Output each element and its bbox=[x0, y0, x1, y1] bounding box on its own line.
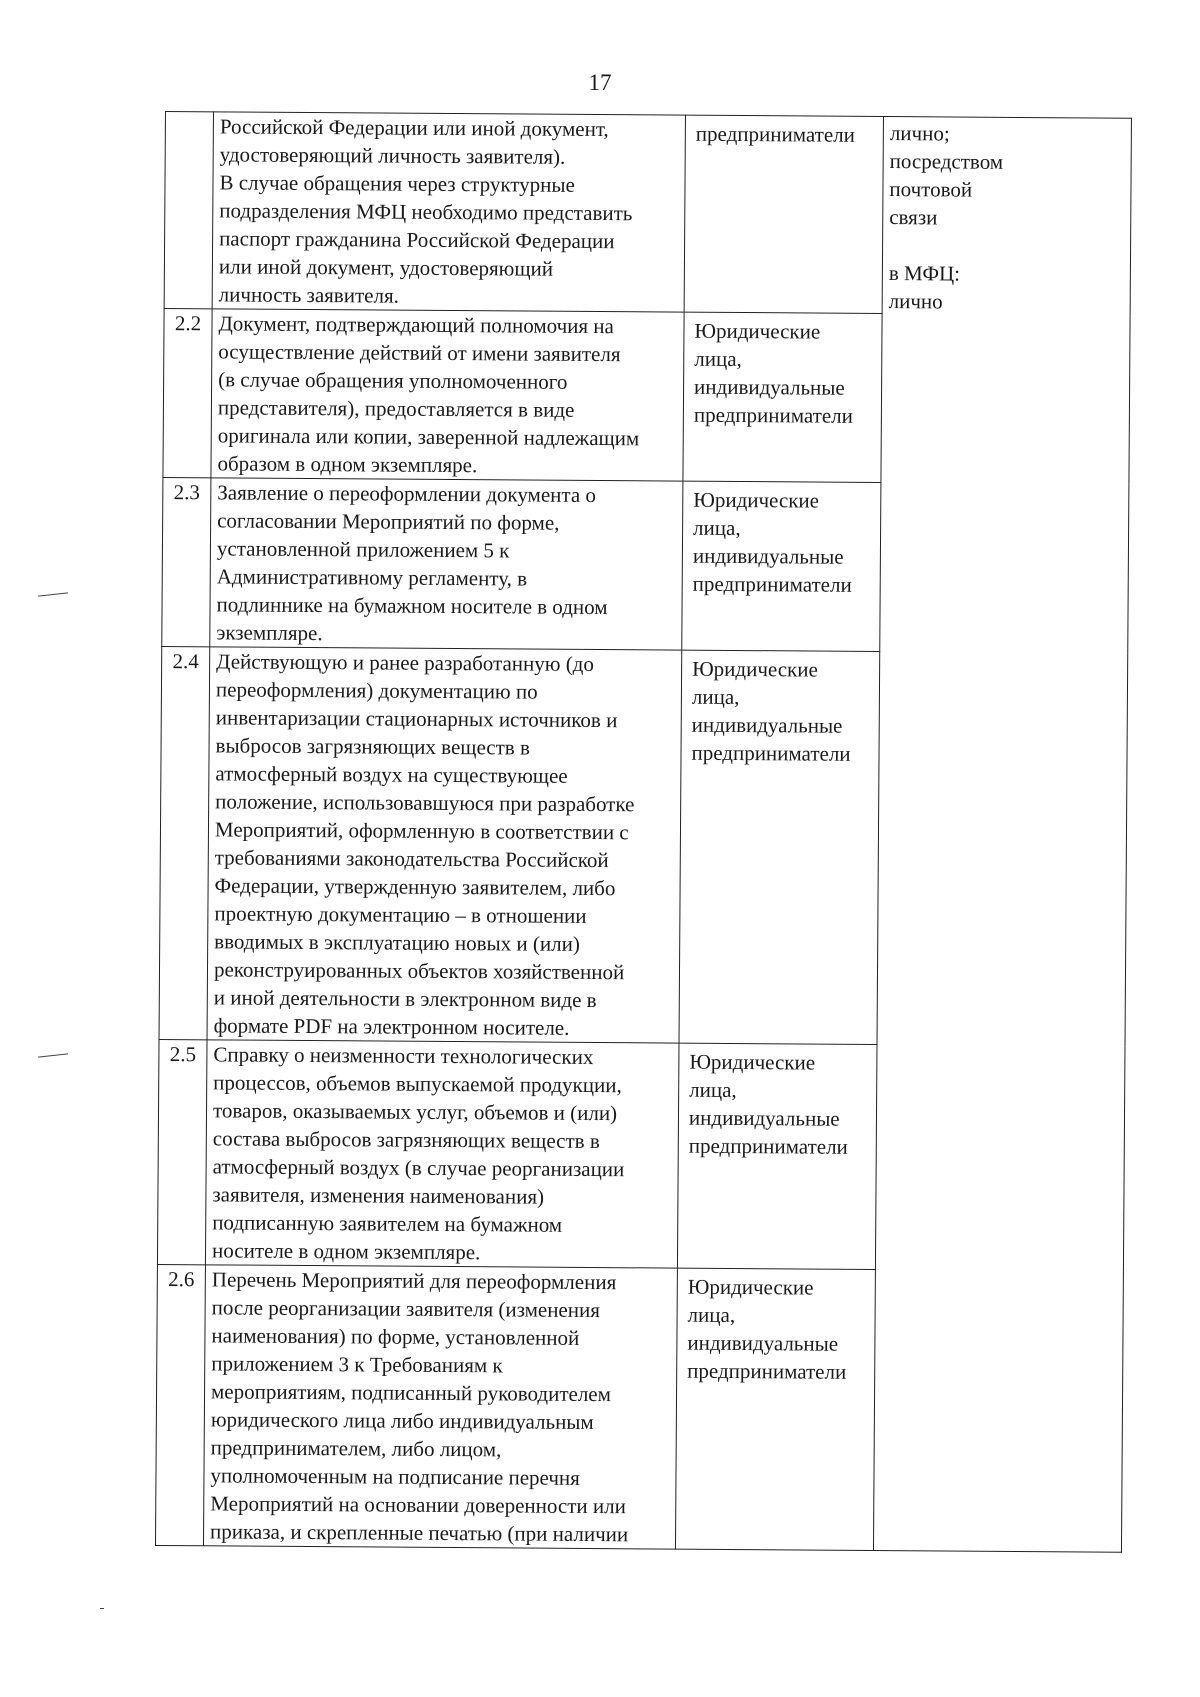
text-line: удостоверяющий личность заявителя). bbox=[219, 142, 566, 169]
text-line: выбросов загрязняющих веществ в bbox=[215, 733, 531, 760]
text-line: состава выбросов загрязняющих веществ в bbox=[212, 1126, 600, 1154]
applicant-category bbox=[677, 1043, 877, 1269]
row-number: 2.3 bbox=[162, 477, 211, 646]
margin-mark bbox=[100, 1608, 104, 1609]
text-line: в МФЦ: bbox=[888, 261, 961, 286]
text-line: осуществление действий от имени заявителя bbox=[218, 339, 621, 367]
text-line: Юридические bbox=[694, 318, 821, 344]
text-line: личность заявителя. bbox=[218, 282, 399, 308]
text-line: индивидуальные bbox=[688, 1105, 840, 1131]
row-number: 2.4 bbox=[159, 646, 210, 1039]
text-line: атмосферный воздух на существующее bbox=[215, 761, 568, 788]
text-line: паспорт гражданина Российской Федерации bbox=[219, 226, 615, 254]
document-description bbox=[210, 478, 683, 650]
text-line: Справку о неизменности технологических bbox=[213, 1042, 594, 1070]
text-line: В случае обращения через структурные bbox=[219, 170, 575, 197]
text-line: установленной приложением 5 к bbox=[216, 536, 510, 563]
requirements-table bbox=[155, 111, 1132, 1553]
text-line: реконструированных объектов хозяйственной bbox=[213, 957, 625, 985]
text-line: образом в одном экземпляре. bbox=[217, 451, 478, 478]
text-line: лично; bbox=[889, 121, 950, 146]
applicant-category bbox=[682, 481, 881, 651]
text-line: посредством bbox=[889, 149, 1004, 174]
document-description bbox=[211, 309, 684, 481]
text-line: Заявление о переоформлении документа о bbox=[217, 480, 597, 508]
text-line: и иной деятельности в электронном виде в bbox=[213, 985, 597, 1013]
text-line: подписанную заявителем на бумажном bbox=[212, 1210, 563, 1237]
text-line: уполномоченным на подписание перечня bbox=[210, 1463, 580, 1490]
margin-mark bbox=[38, 592, 68, 596]
document-description bbox=[203, 1265, 677, 1549]
document-description bbox=[205, 1040, 679, 1268]
text-line: Действующую и ранее разработанную (до bbox=[216, 649, 594, 677]
text-line: индивидуальные bbox=[694, 374, 845, 400]
margin-mark bbox=[38, 1053, 68, 1057]
text-line: лица, bbox=[691, 684, 740, 710]
text-line: лица, bbox=[693, 515, 741, 541]
text-line: переоформления) документацию по bbox=[215, 677, 538, 704]
text-line: после реорганизации заявителя (изменения bbox=[211, 1295, 601, 1323]
text-line: лица, bbox=[694, 346, 742, 372]
applicant-category bbox=[683, 312, 882, 482]
text-line: Перечень Мероприятий для переоформления bbox=[211, 1267, 617, 1295]
text-line: Документ, подтверждающий полномочия на bbox=[218, 311, 614, 339]
text-line: лица, bbox=[689, 1077, 737, 1103]
text-line: носителе в одном экземпляре. bbox=[211, 1238, 481, 1265]
document-description bbox=[207, 647, 682, 1043]
text-line: индивидуальные bbox=[687, 1330, 839, 1356]
text-line: Юридические bbox=[687, 1274, 814, 1300]
text-line: юридического лица либо индивидуальным bbox=[210, 1407, 594, 1435]
applicant-category bbox=[684, 115, 883, 313]
row-number: 2.6 bbox=[155, 1264, 205, 1545]
text-line: связи bbox=[889, 205, 938, 230]
text-line: согласовании Мероприятий по форме, bbox=[217, 508, 560, 535]
text-line: наименования) по форме, установленной bbox=[211, 1323, 580, 1350]
text-line: предприниматели bbox=[687, 1358, 847, 1384]
text-line: товаров, оказываемых услуг, объемов и (или) bbox=[212, 1098, 618, 1126]
text-line: или иной документ, удостоверяющий bbox=[218, 254, 554, 281]
document-description bbox=[212, 112, 685, 312]
text-line: предприниматели bbox=[693, 402, 854, 428]
applicant-category bbox=[679, 650, 880, 1044]
text-line: инвентаризации стационарных источников и bbox=[215, 705, 618, 733]
submission-method bbox=[873, 117, 1131, 1553]
text-line: проектную документацию – в отношении bbox=[214, 901, 587, 928]
text-line: приказа, и скрепленные печатью (при наличии bbox=[210, 1519, 629, 1547]
text-line: предприниматели bbox=[688, 1133, 848, 1159]
text-line: Федерации, утвержденную заявителем, либо bbox=[214, 873, 616, 901]
text-line: формате PDF на электронном носителе. bbox=[213, 1013, 570, 1040]
text-line: предприниматели bbox=[692, 571, 852, 597]
text-line: положение, использовавшуюся при разработке bbox=[215, 789, 635, 817]
applicant-category bbox=[675, 1268, 875, 1550]
text-line: Мероприятий, оформленную в соответствии с bbox=[214, 817, 629, 845]
text-line: экземпляре. bbox=[216, 620, 323, 646]
text-line: предприниматели bbox=[691, 740, 851, 766]
text-line: подлиннике на бумажном носителе в одном bbox=[216, 592, 608, 620]
text-line: Юридические bbox=[689, 1049, 816, 1075]
text-line bbox=[889, 231, 1126, 261]
text-line: лично bbox=[888, 289, 943, 314]
text-line: заявителя, изменения наименования) bbox=[212, 1182, 545, 1209]
text-line: требованиями законодательства Российской bbox=[214, 845, 609, 873]
text-line: атмосферный воздух (в случае реорганизации bbox=[212, 1154, 625, 1182]
row-number bbox=[164, 112, 213, 309]
page-number: 17 bbox=[588, 70, 612, 95]
text-line: лица, bbox=[687, 1302, 736, 1328]
text-line: почтовой bbox=[889, 177, 973, 202]
text-line: Административному регламенту, в bbox=[216, 564, 528, 591]
text-line: оригинала или копии, заверенной надлежащим bbox=[217, 423, 640, 451]
text-line: Российской Федерации или иной документ, bbox=[219, 114, 609, 142]
text-line: индивидуальные bbox=[692, 543, 844, 569]
text-line: предпринимателем, либо лицом, bbox=[210, 1435, 502, 1462]
table-row bbox=[164, 112, 1131, 316]
text-line: приложением 3 к Требованиям к bbox=[211, 1351, 503, 1378]
text-line: мероприятиям, подписанный руководителем bbox=[210, 1379, 612, 1407]
row-number: 2.2 bbox=[163, 308, 212, 477]
text-line: вводимых в эксплуатацию новых и (или) bbox=[214, 929, 580, 956]
text-line: индивидуальные bbox=[691, 712, 843, 738]
text-line: предприниматели bbox=[695, 121, 855, 147]
text-line: Мероприятий на основании доверенности или bbox=[210, 1491, 626, 1519]
text-line: подразделения МФЦ необходимо представить bbox=[219, 198, 633, 226]
row-number: 2.5 bbox=[157, 1039, 207, 1264]
text-line: (в случае обращения уполномоченного bbox=[218, 367, 568, 394]
text-line: Юридические bbox=[693, 487, 820, 513]
text-line: процессов, объемов выпускаемой продукции, bbox=[213, 1070, 622, 1098]
text-line: представителя), предоставляется в виде bbox=[217, 395, 575, 422]
text-line: Юридические bbox=[692, 656, 818, 682]
